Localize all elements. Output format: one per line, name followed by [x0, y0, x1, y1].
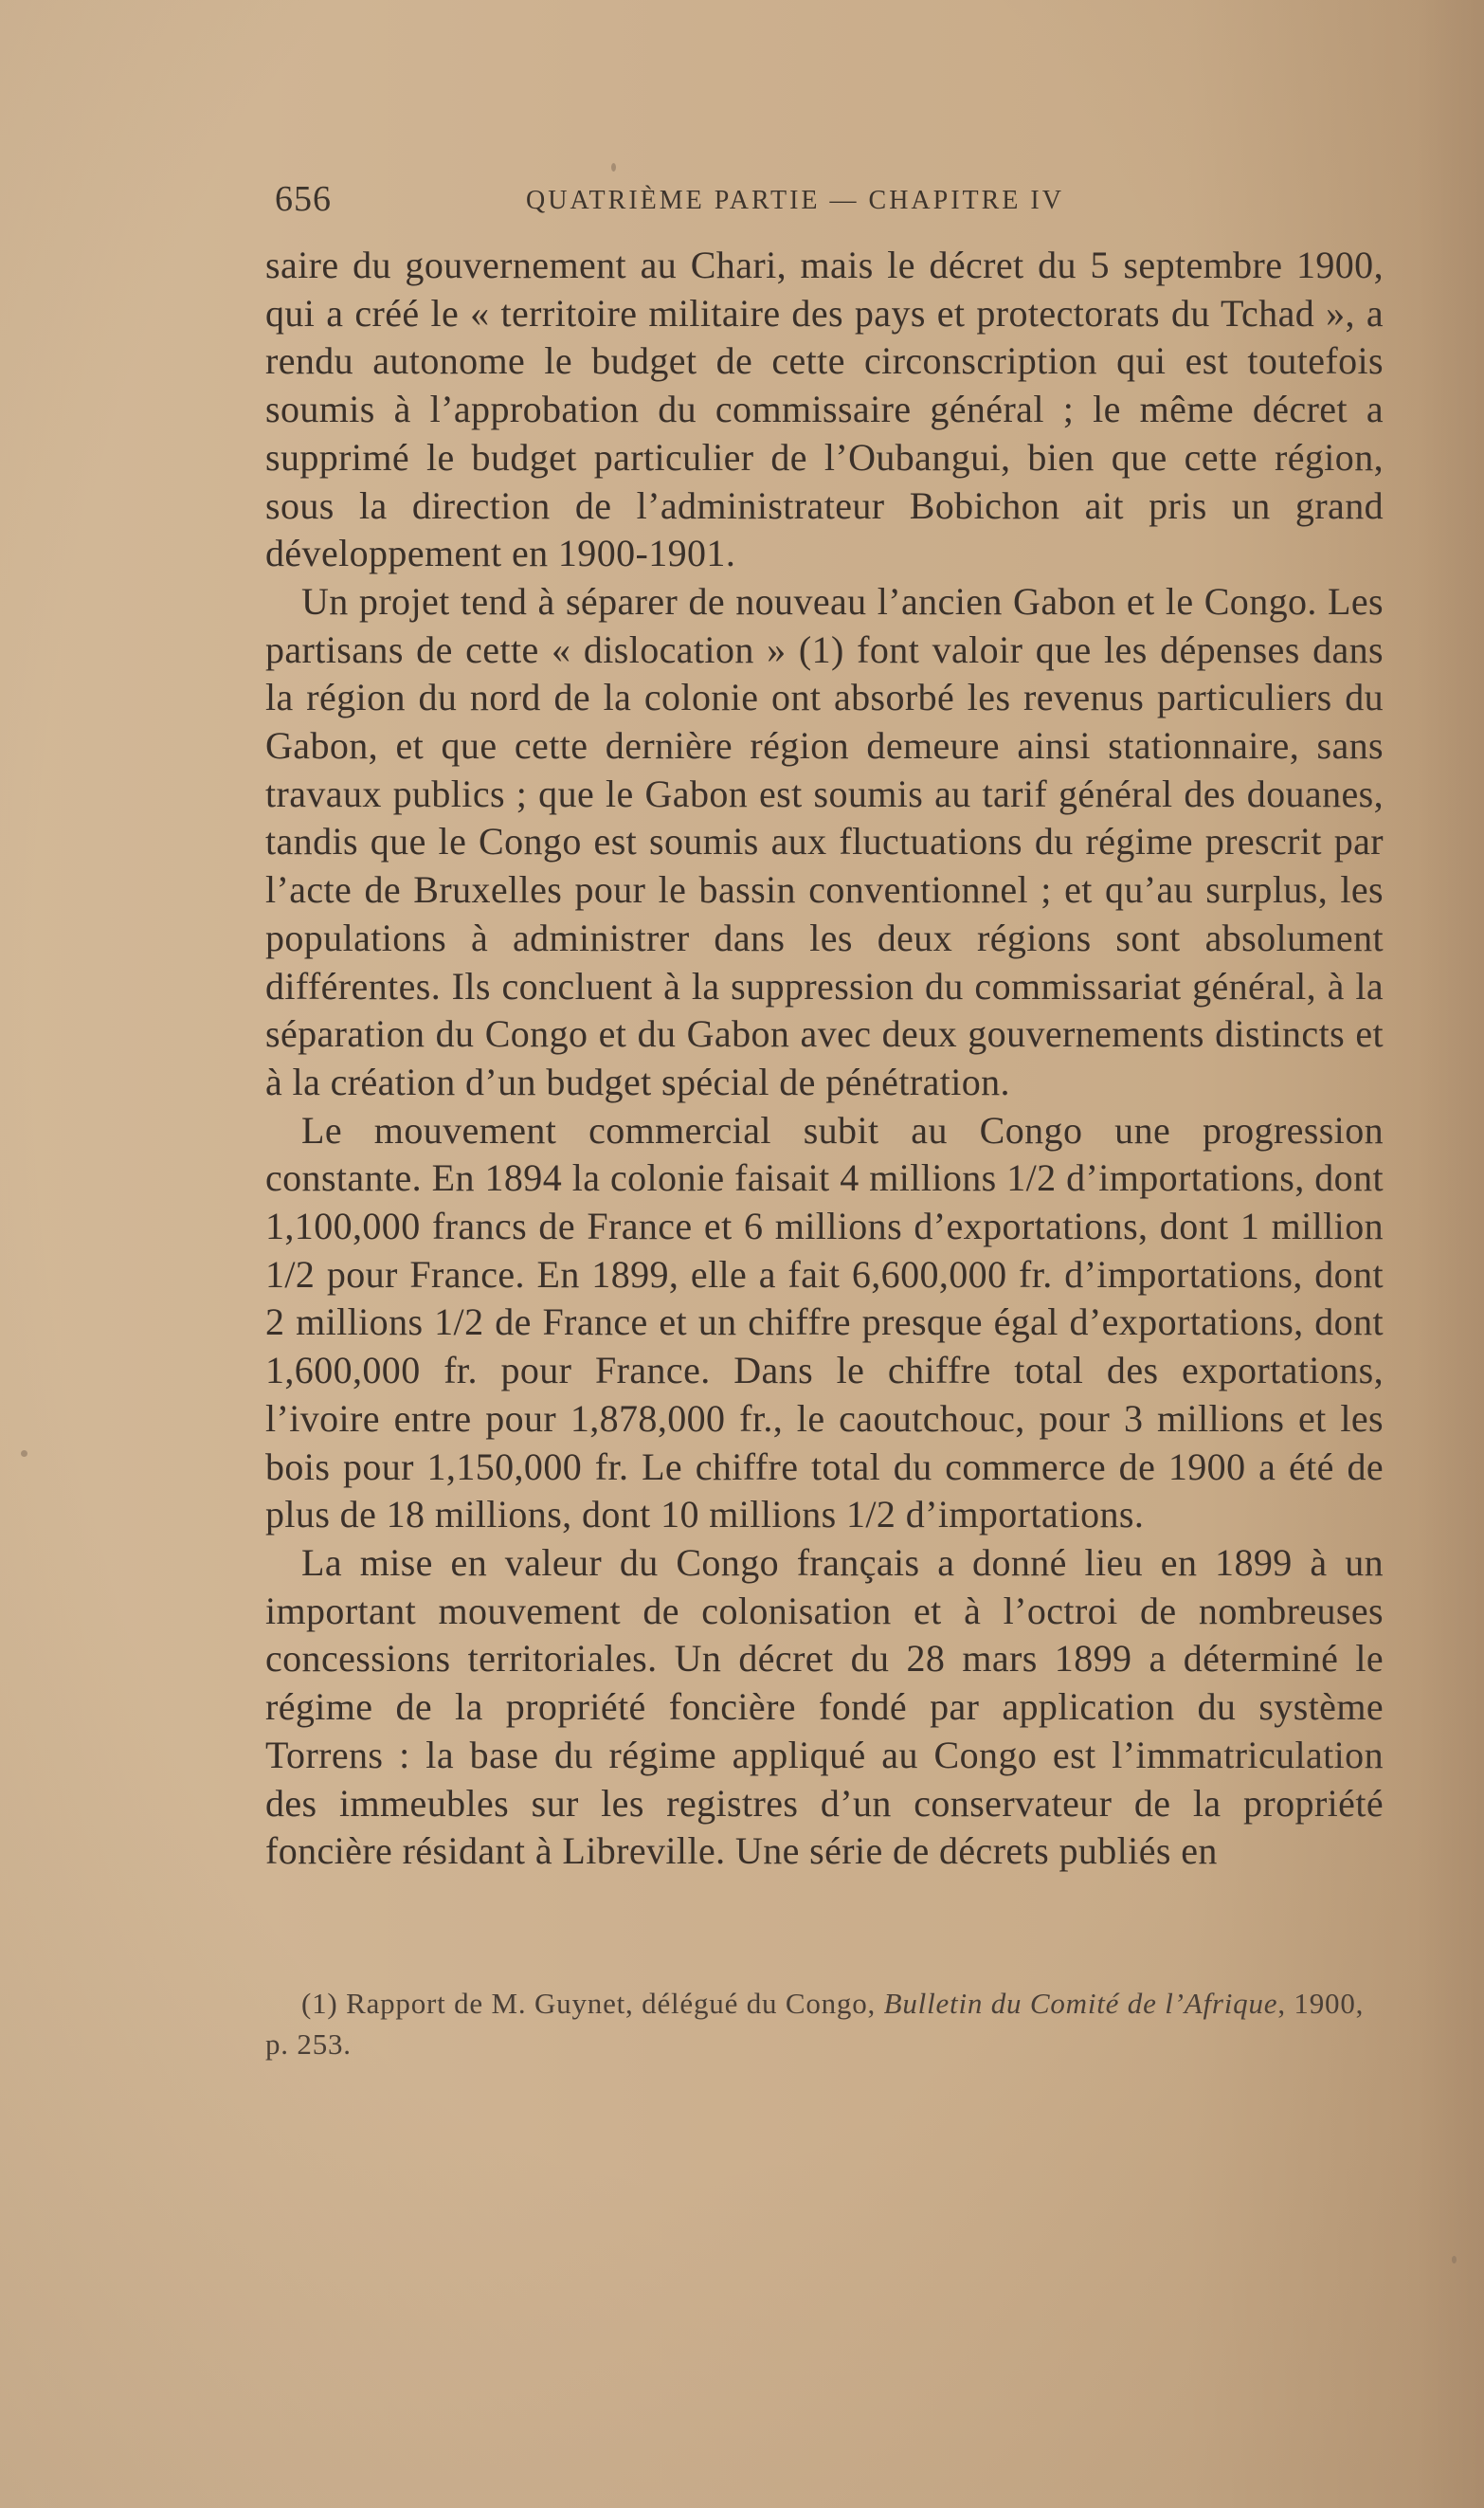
footnote-publication: Bulletin du Comité de l’Afrique [883, 1987, 1278, 2020]
paragraph: Un projet tend à séparer de nouveau l’ancien Gabon et le Congo. Les partisans de cette « dislocation » (1) font valoir que les dépenses dans la région du nord de la colonie ont absorbé les revenus particuliers du Gabon, et que cette dernière région demeure ainsi stationnaire, sans travaux publics ; que le Gabon est soumis au tarif général des douanes, tandis que le Congo est soumis aux fluctuations du régime prescrit par l’acte de Bruxelles pour le bassin conventionnel ; et qu’au surplus, les populations à administrer dans les deux régions sont absolument différentes. Ils concluent à la suppression du commissariat général, à la séparation du Congo et du Gabon avec deux gouvernements distincts et à la création d’un budget spécial de pénétration. [265, 579, 1384, 1103]
page-edge-shadow [1418, 0, 1484, 2508]
footnote-text: (1) Rapport de M. Guynet, délégué du Congo, [301, 1987, 877, 2020]
paper-spot [1452, 2256, 1457, 2263]
running-head-title: QUATRIÈME PARTIE — CHAPITRE IV [526, 186, 1064, 215]
page-number: 656 [275, 179, 332, 219]
footnote [265, 1983, 1384, 2064]
paragraph-continuation: saire du gouvernement au Chari, mais le décret du 5 septembre 1900, qui a créé le « territoire militaire des pays et protectorats du Tchad », a rendu autonome le budget de cette circonscription qui est toutefois soumis à l’approbation du commissaire général ; le même décret a supprimé le budget particulier de l’Oubangui, bien que cette région, sous la direction de l’administrateur Bobichon ait pris un grand développement en 1900-1901. [265, 244, 1384, 575]
running-header [275, 178, 1393, 226]
body-text [265, 242, 1384, 1876]
paper-spot [21, 1450, 27, 1457]
paragraph: La mise en valeur du Congo français a donné lieu en 1899 à un important mouvement de colonisation et à l’octroi de nombreuses concessions territoriales. Un décret du 28 mars 1899 a déterminé le régime de la propriété foncière fondé par application du système Torrens : la base du régime appliqué au Congo est l’immatriculation des immeubles sur les registres d’un conservateur de la propriété foncière résidant à Libreville. Une série de décrets publiés en [265, 1540, 1384, 1873]
paragraph: Le mouvement commercial subit au Congo une progression constante. En 1894 la colonie faisait 4 millions 1/2 d’importations, dont 1,100,000 francs de France et 6 millions d’exportations, dont 1 million 1/2 pour France. En 1899, elle a fait 6,600,000 fr. d’importations, dont 2 millions 1/2 de France et un chiffre presque égal d’exportations, dont 1,600,000 fr. pour France. Dans le chiffre total des exportations, l’ivoire entre pour 1,878,000 fr., le caoutchouc, pour 3 millions et les bois pour 1,150,000 fr. Le chiffre total du commerce de 1900 a été de plus de 18 millions, dont 10 millions 1/2 d’importations. [265, 1108, 1384, 1536]
footnote-tail: , 1900, p. 253. [265, 1987, 1365, 2061]
paper-spot [611, 163, 616, 172]
